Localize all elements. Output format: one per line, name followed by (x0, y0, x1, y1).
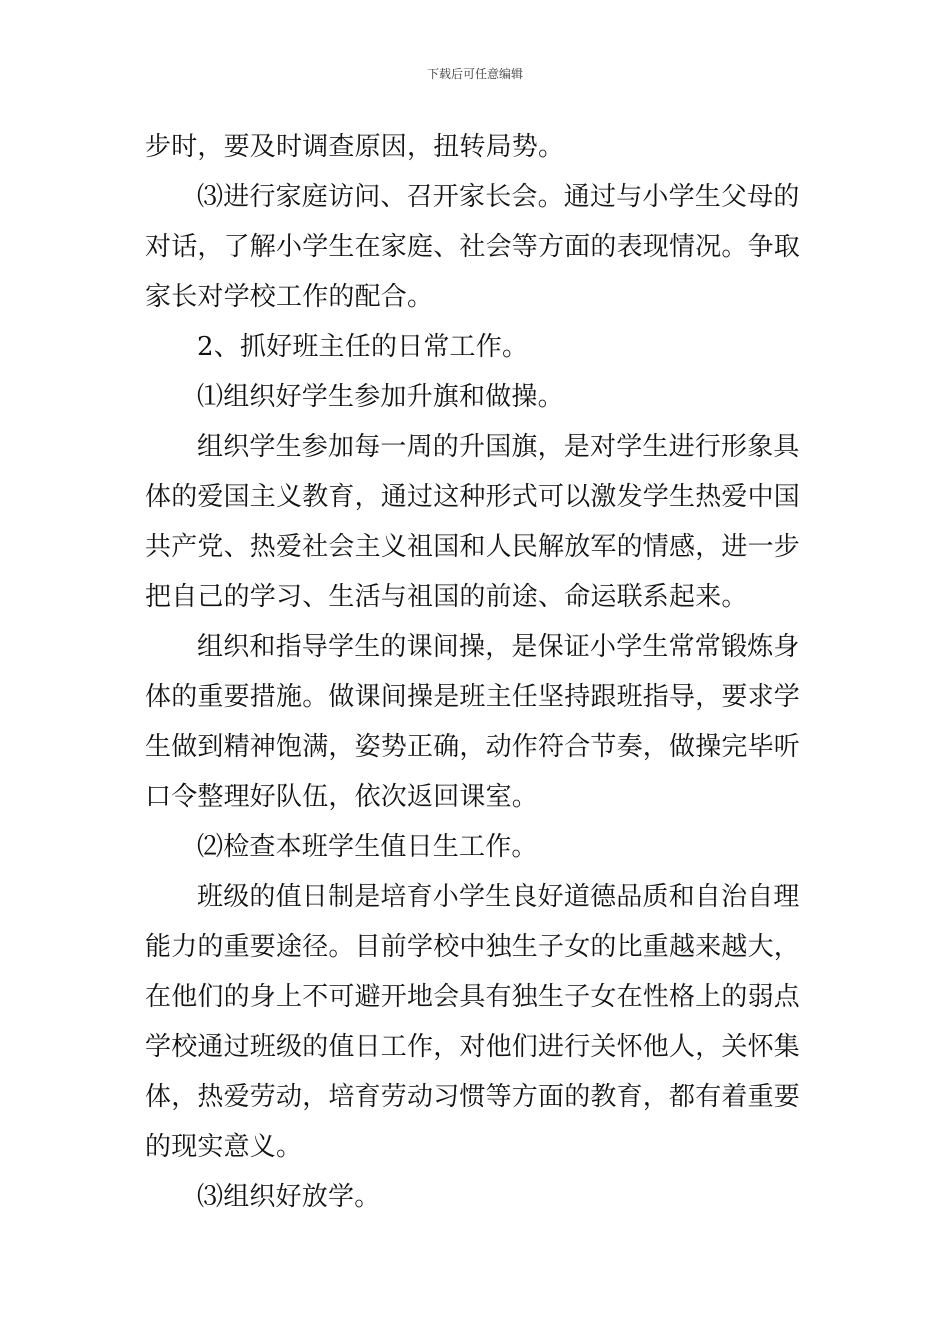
text-line: 班级的值日制是培育小学生良好道德品质和自治自理 (197, 882, 800, 912)
text-line: 在他们的身上不可避开地会具有独生子女在性格上的弱点 (145, 982, 801, 1012)
text-line: 学校通过班级的值日工作，对他们进行关怀他人，关怀集 (145, 1032, 801, 1062)
text-line: 组织和指导学生的课间操，是保证小学生常常锻炼身 (197, 632, 800, 662)
subsection-heading: ⑴组织好学生参加升旗和做操。 (197, 382, 564, 412)
text-line: 口令整理好队伍，依次返回课室。 (145, 782, 539, 812)
text-line: 体的重要措施。做课间操是班主任坚持跟班指导，要求学 (145, 682, 801, 712)
text-line: 组织学生参加每一周的升国旗，是对学生进行形象具 (197, 432, 800, 462)
text-line: 把自己的学习、生活与祖国的前途、命运联系起来。 (145, 582, 748, 612)
subsection-heading: ⑵检查本班学生值日生工作。 (197, 832, 538, 862)
document-body (145, 122, 813, 1222)
section-heading: 2、抓好班主任的日常工作。 (197, 332, 529, 362)
text-line: ⑶进行家庭访问、召开家长会。通过与小学生父母的 (197, 182, 800, 212)
text-line: 对话，了解小学生在家庭、社会等方面的表现情况。争取 (145, 232, 801, 262)
page-header: 下载后可任意编辑 (426, 67, 523, 81)
subsection-heading: ⑶组织好放学。 (197, 1182, 381, 1212)
text-line: 家长对学校工作的配合。 (145, 282, 434, 312)
text-line: 生做到精神饱满，姿势正确，动作符合节奏，做操完毕听 (145, 732, 801, 762)
text-line: 体，热爱劳动，培育劳动习惯等方面的教育，都有着重要 (145, 1082, 801, 1112)
text-line: 能力的重要途径。目前学校中独生子女的比重越来越大， (145, 932, 801, 962)
text-line: 的现实意义。 (145, 1132, 303, 1162)
text-line: 共产党、热爱社会主义祖国和人民解放军的情感，进一步 (145, 532, 801, 562)
text-line: 体的爱国主义教育，通过这种形式可以激发学生热爱中国 (145, 482, 801, 512)
text-line: 步时，要及时调查原因，扭转局势。 (145, 132, 565, 162)
